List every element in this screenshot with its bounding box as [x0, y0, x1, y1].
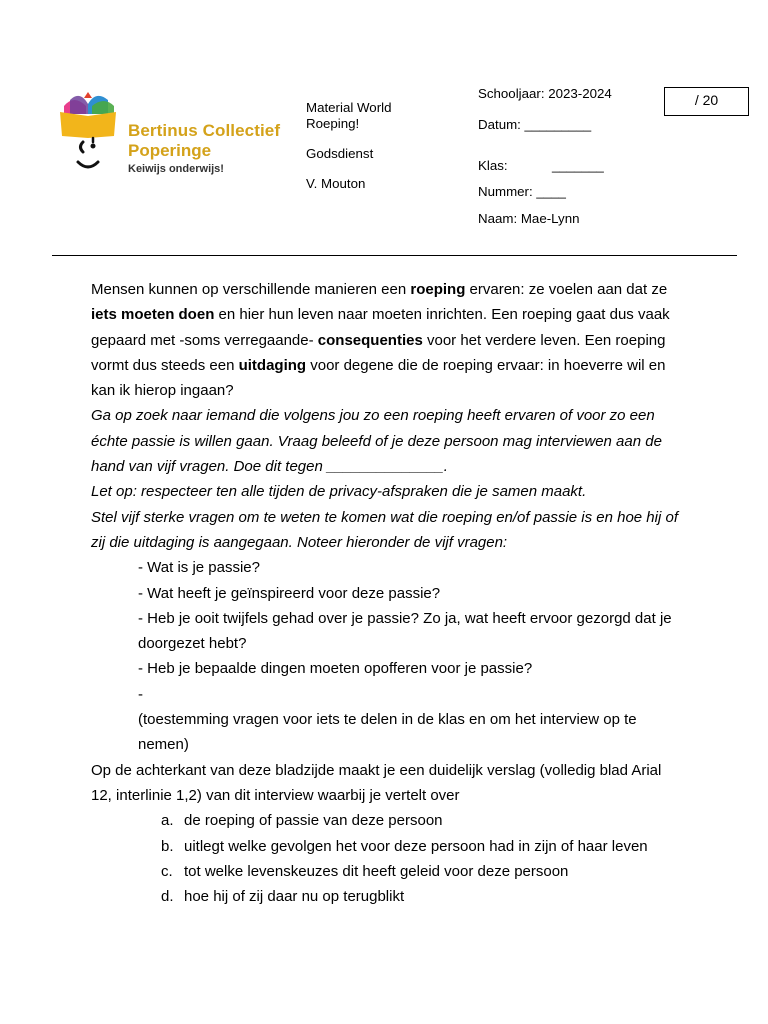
school-logo — [56, 92, 296, 182]
course-title: Material World — [306, 100, 392, 115]
report-topics-list — [91, 808, 681, 909]
list-item-text: de roeping of passie van deze persoon — [184, 812, 443, 830]
logo-org-name-line1: Bertinus Collectief — [128, 121, 281, 140]
course-info — [306, 100, 391, 192]
intro-bold-term: roeping — [410, 281, 466, 298]
course-subtitle: Roeping! — [306, 116, 360, 131]
worksheet-body — [91, 277, 681, 909]
privacy-note: Let op: respecteer ten alle tijden de privacy-afspraken die je samen maakt. — [91, 483, 587, 501]
logo-org-name-line2: Poperinge — [128, 141, 212, 160]
score-text: / 20 — [694, 92, 719, 108]
course-teacher: V. Mouton — [306, 176, 366, 191]
intro-text-run: ervaren: ze voelen aan dat ze — [465, 281, 668, 298]
schooljaar-field: Schooljaar: 2023-2024 — [478, 86, 612, 101]
datum-field: Datum: _________ — [478, 117, 592, 132]
questions-instruction: Stel vijf sterke vragen om te weten te komen wat die roeping en/of passie is en hoe hij of zij die uitdaging is aangegaan. Noteer hieronder de vijf vragen: — [91, 508, 678, 551]
list-item-text: uitlegt welke gevolgen het voor deze persoon had in zijn of haar leven — [184, 837, 648, 855]
question-2: - Wat heeft je geïnspireerd voor deze passie? — [138, 584, 441, 602]
list-item — [91, 884, 681, 909]
intro-bold-term: consequenties — [317, 331, 423, 349]
list-marker: d. — [161, 888, 174, 906]
intro-text-run: en hier hun leven naar moeten inrichten. Een roeping gaat dus vaak gepaard met -soms verregaande- — [91, 306, 670, 349]
klas-blank: _______ — [552, 158, 604, 173]
question-4: - Heb je bepaalde dingen moeten opofferen voor je passie? — [138, 660, 533, 678]
question-3: - Heb je ooit twijfels gehad over je passie? Zo ja, wat heeft ervoor gezorgd dat je doorgezet hebt? — [138, 609, 672, 653]
intro-paragraph — [91, 277, 681, 403]
list-item — [91, 834, 681, 859]
list-marker: b. — [161, 837, 174, 855]
klas-label: Klas: — [478, 158, 508, 173]
question-5-blank: - — [138, 685, 143, 703]
intro-text-run: voor degene die de roeping ervaar: in hoeverre wil en kan ik hierop ingaan? — [91, 356, 666, 400]
score-box — [664, 87, 749, 116]
question-consent-note: (toestemming vragen voor iets te delen in de klas en om het interview op te nemen) — [138, 711, 637, 754]
report-instruction: Op de achterkant van deze bladzijde maakt je een duidelijk verslag (volledig blad Arial 12, interlinie 1,2) van dit interview waarbij je vertelt over — [91, 761, 662, 804]
intro-bold-term: iets moeten doen — [91, 306, 215, 324]
intro-bold-term: uitdaging — [238, 356, 307, 374]
course-subject: Godsdienst — [306, 146, 374, 161]
list-marker: c. — [161, 862, 173, 880]
header-divider — [52, 255, 737, 256]
list-marker: a. — [161, 812, 174, 830]
intro-text-run: voor het verdere leven. Een roeping vormt dus steeds een — [91, 331, 666, 374]
naam-field: Naam: Mae-Lynn — [478, 211, 580, 226]
book-face-logo-icon — [56, 92, 126, 182]
question-1: - Wat is je passie? — [138, 559, 260, 577]
list-item-text: hoe hij of zij daar nu op terugblikt — [184, 888, 405, 906]
list-item-text: tot welke levenskeuzes dit heeft geleid voor deze persoon — [184, 862, 569, 880]
intro-text-run: Mensen kunnen op verschillende manieren een — [91, 281, 411, 298]
logo-slogan: Keiwijs onderwijs! — [128, 163, 224, 175]
list-item — [91, 859, 681, 884]
nummer-field: Nummer: ____ — [478, 184, 566, 199]
assignment-paragraph: Ga op zoek naar iemand die volgens jou zo een roeping heeft ervaren of voor zo een échte passie is willen gaan. Vraag beleefd of je deze persoon mag interviewen aan de hand van vijf vragen. Doe dit tegen ______________. — [91, 407, 662, 476]
list-item — [91, 808, 681, 833]
